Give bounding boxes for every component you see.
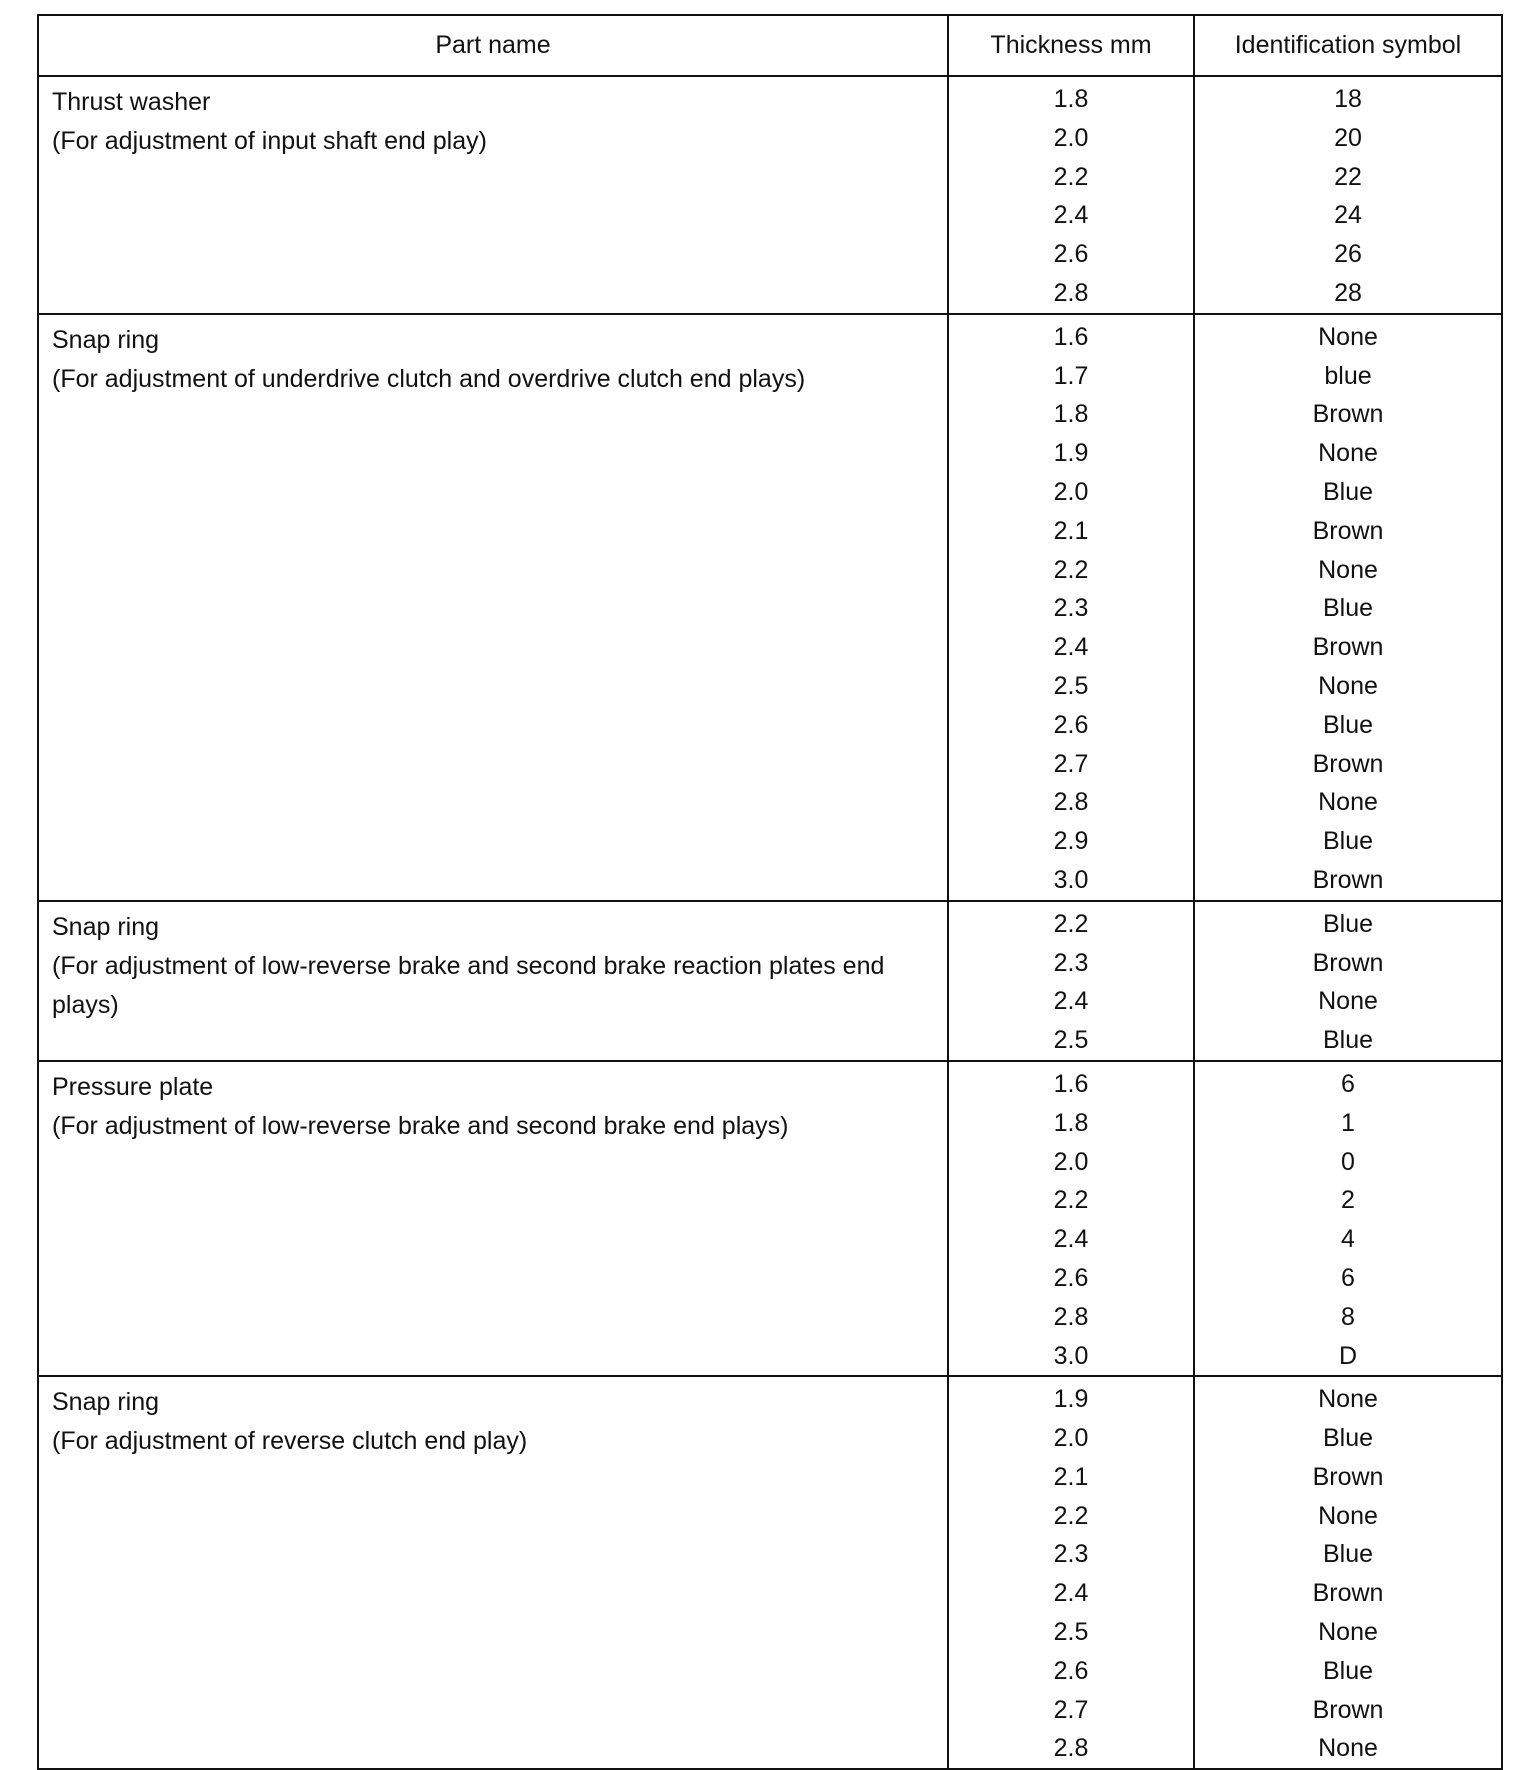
part-name: Pressure plate (52, 1072, 214, 1101)
thickness-value: 2.6 (1053, 1263, 1089, 1292)
thickness-value: 1.9 (1053, 439, 1089, 468)
part-description: (For adjustment of input shaft end play) (52, 127, 487, 155)
thickness-value: 2.7 (1053, 1695, 1089, 1724)
identification-symbol-value: Brown (1312, 749, 1384, 778)
symbol-cell (1194, 314, 1502, 901)
identification-symbol-value: 20 (1334, 123, 1362, 152)
part-cell (38, 76, 948, 314)
part-description: (For adjustment of low-reverse brake and second brake reaction plates end plays) (52, 951, 885, 1019)
identification-symbol-value: Blue (1322, 594, 1374, 623)
part-description: (For adjustment of reverse clutch end play) (52, 1427, 528, 1456)
identification-symbol-value: D (1338, 1341, 1358, 1370)
identification-symbol-value: None (1318, 671, 1378, 700)
identification-symbol-value: 8 (1341, 1302, 1355, 1331)
symbol-cell-list (1195, 1062, 1501, 1375)
part-group-row (38, 1376, 1502, 1769)
identification-symbol-value: 6 (1341, 1069, 1355, 1098)
thickness-value: 1.8 (1053, 85, 1089, 113)
thickness-cell-list (949, 1377, 1193, 1768)
thickness-cell (948, 76, 1194, 314)
thickness-value: 1.8 (1053, 1108, 1089, 1137)
identification-symbol-value: 28 (1334, 278, 1362, 307)
thickness-value: 2.4 (1053, 201, 1089, 230)
identification-symbol-value: Brown (1312, 1462, 1384, 1491)
thickness-value: 2.2 (1053, 1501, 1089, 1530)
identification-symbol-value: 24 (1334, 201, 1362, 230)
identification-symbol-value: 2 (1341, 1186, 1355, 1215)
part-name: Snap ring (52, 1388, 160, 1417)
part-cell (38, 1376, 948, 1769)
identification-symbol-value: Brown (1312, 516, 1384, 545)
identification-symbol-value: Blue (1322, 909, 1374, 938)
part-group-row (38, 76, 1502, 314)
part-cell (38, 314, 948, 901)
part-name: Snap ring (52, 325, 160, 354)
thickness-cell (948, 1376, 1194, 1769)
thickness-value: 2.8 (1053, 1734, 1089, 1763)
thickness-value: 3.0 (1053, 865, 1089, 894)
thickness-cell-list (949, 77, 1193, 313)
table-body (38, 76, 1502, 1769)
thickness-value: 2.2 (1053, 162, 1089, 191)
parts-table-sheet (37, 14, 1501, 1763)
thickness-value: 2.4 (1053, 1225, 1089, 1254)
symbol-cell (1194, 1376, 1502, 1769)
thickness-value: 1.7 (1053, 361, 1089, 390)
symbol-cell (1194, 901, 1502, 1061)
identification-symbol-value: None (1318, 439, 1378, 468)
part-cell (38, 901, 948, 1061)
symbol-cell (1194, 76, 1502, 314)
identification-symbol-value: Brown (1312, 948, 1384, 977)
thickness-value: 2.2 (1053, 909, 1089, 938)
thickness-value: 2.5 (1053, 1618, 1089, 1647)
thickness-value: 2.3 (1053, 594, 1089, 623)
identification-symbol-value: 4 (1341, 1225, 1355, 1254)
part-cell (38, 1061, 948, 1376)
part-name: Snap ring (52, 912, 160, 941)
identification-symbol-value: Blue (1322, 827, 1374, 856)
header-row (38, 15, 1502, 76)
part-group-row (38, 314, 1502, 901)
identification-symbol-value: Brown (1312, 400, 1384, 429)
identification-symbol-value: Brown (1312, 633, 1384, 662)
identification-symbol-value: Blue (1322, 1540, 1374, 1569)
thickness-value: 3.0 (1053, 1341, 1089, 1370)
thickness-value: 2.9 (1053, 827, 1089, 856)
thickness-value: 2.0 (1053, 477, 1089, 506)
identification-symbol-value: Blue (1322, 1656, 1374, 1685)
thickness-cell-list (949, 1062, 1193, 1375)
thickness-value: 1.6 (1053, 322, 1089, 351)
thickness-value: 2.3 (1053, 1540, 1089, 1569)
thickness-cell (948, 1061, 1194, 1376)
part-description: (For adjustment of underdrive clutch and overdrive clutch end plays) (52, 364, 806, 393)
identification-symbol-value: None (1318, 555, 1378, 584)
thickness-value: 2.0 (1053, 123, 1089, 152)
symbol-cell-list (1195, 315, 1501, 900)
symbol-cell-list (1195, 77, 1501, 313)
identification-symbol-value: Brown (1312, 1695, 1384, 1724)
identification-symbol-value: None (1318, 1618, 1378, 1647)
parts-table (37, 14, 1503, 1770)
identification-symbol-value: Blue (1322, 477, 1374, 506)
thickness-value: 2.8 (1053, 788, 1089, 817)
thickness-value: 1.6 (1053, 1069, 1089, 1098)
identification-symbol-value: Blue (1322, 1026, 1374, 1055)
identification-symbol-value: None (1318, 1734, 1378, 1763)
thickness-value: 2.7 (1053, 749, 1089, 778)
identification-symbol-value: 1 (1341, 1108, 1355, 1137)
part-description: (For adjustment of low-reverse brake and second brake end plays) (52, 1111, 789, 1140)
header-part-name: Part name (38, 15, 948, 76)
identification-symbol-value: 22 (1334, 162, 1362, 191)
identification-symbol-value: 26 (1334, 240, 1362, 269)
thickness-value: 2.6 (1053, 710, 1089, 739)
thickness-value: 2.8 (1053, 278, 1089, 307)
thickness-value: 2.0 (1053, 1424, 1089, 1453)
header-identification-symbol: Identification symbol (1194, 15, 1502, 76)
symbol-cell (1194, 1061, 1502, 1376)
thickness-value: 2.6 (1053, 240, 1089, 269)
thickness-value: 2.6 (1053, 1656, 1089, 1685)
thickness-cell-list (949, 902, 1193, 1060)
part-group-row (38, 901, 1502, 1061)
identification-symbol-value: Blue (1322, 1424, 1374, 1453)
identification-symbol-value: None (1318, 1385, 1378, 1414)
identification-symbol-value: 18 (1334, 85, 1362, 113)
thickness-value: 2.0 (1053, 1147, 1089, 1176)
thickness-value: 2.4 (1053, 987, 1089, 1016)
identification-symbol-value: None (1318, 322, 1378, 351)
thickness-cell-list (949, 315, 1193, 900)
identification-symbol-value: 0 (1341, 1147, 1355, 1176)
identification-symbol-value: Blue (1322, 710, 1374, 739)
thickness-value: 2.1 (1053, 1462, 1089, 1491)
thickness-value: 2.3 (1053, 948, 1089, 977)
thickness-value: 2.1 (1053, 516, 1089, 545)
thickness-value: 2.2 (1053, 1186, 1089, 1215)
header-thickness: Thickness mm (948, 15, 1194, 76)
identification-symbol-value: Brown (1312, 865, 1384, 894)
thickness-value: 2.8 (1053, 1302, 1089, 1331)
thickness-value: 2.2 (1053, 555, 1089, 584)
thickness-value: 2.5 (1053, 671, 1089, 700)
thickness-value: 1.8 (1053, 400, 1089, 429)
thickness-value: 1.9 (1053, 1385, 1089, 1414)
thickness-cell (948, 314, 1194, 901)
symbol-cell-list (1195, 1377, 1501, 1768)
symbol-cell-list (1195, 902, 1501, 1060)
thickness-value: 2.5 (1053, 1026, 1089, 1055)
identification-symbol-value: None (1318, 788, 1378, 817)
identification-symbol-value: 6 (1341, 1263, 1355, 1292)
part-name: Thrust washer (52, 88, 211, 116)
thickness-value: 2.4 (1053, 633, 1089, 662)
identification-symbol-value: None (1318, 987, 1378, 1016)
identification-symbol-value: None (1318, 1501, 1378, 1530)
identification-symbol-value: blue (1324, 361, 1372, 390)
part-group-row (38, 1061, 1502, 1376)
thickness-cell (948, 901, 1194, 1061)
thickness-value: 2.4 (1053, 1579, 1089, 1608)
identification-symbol-value: Brown (1312, 1579, 1384, 1608)
